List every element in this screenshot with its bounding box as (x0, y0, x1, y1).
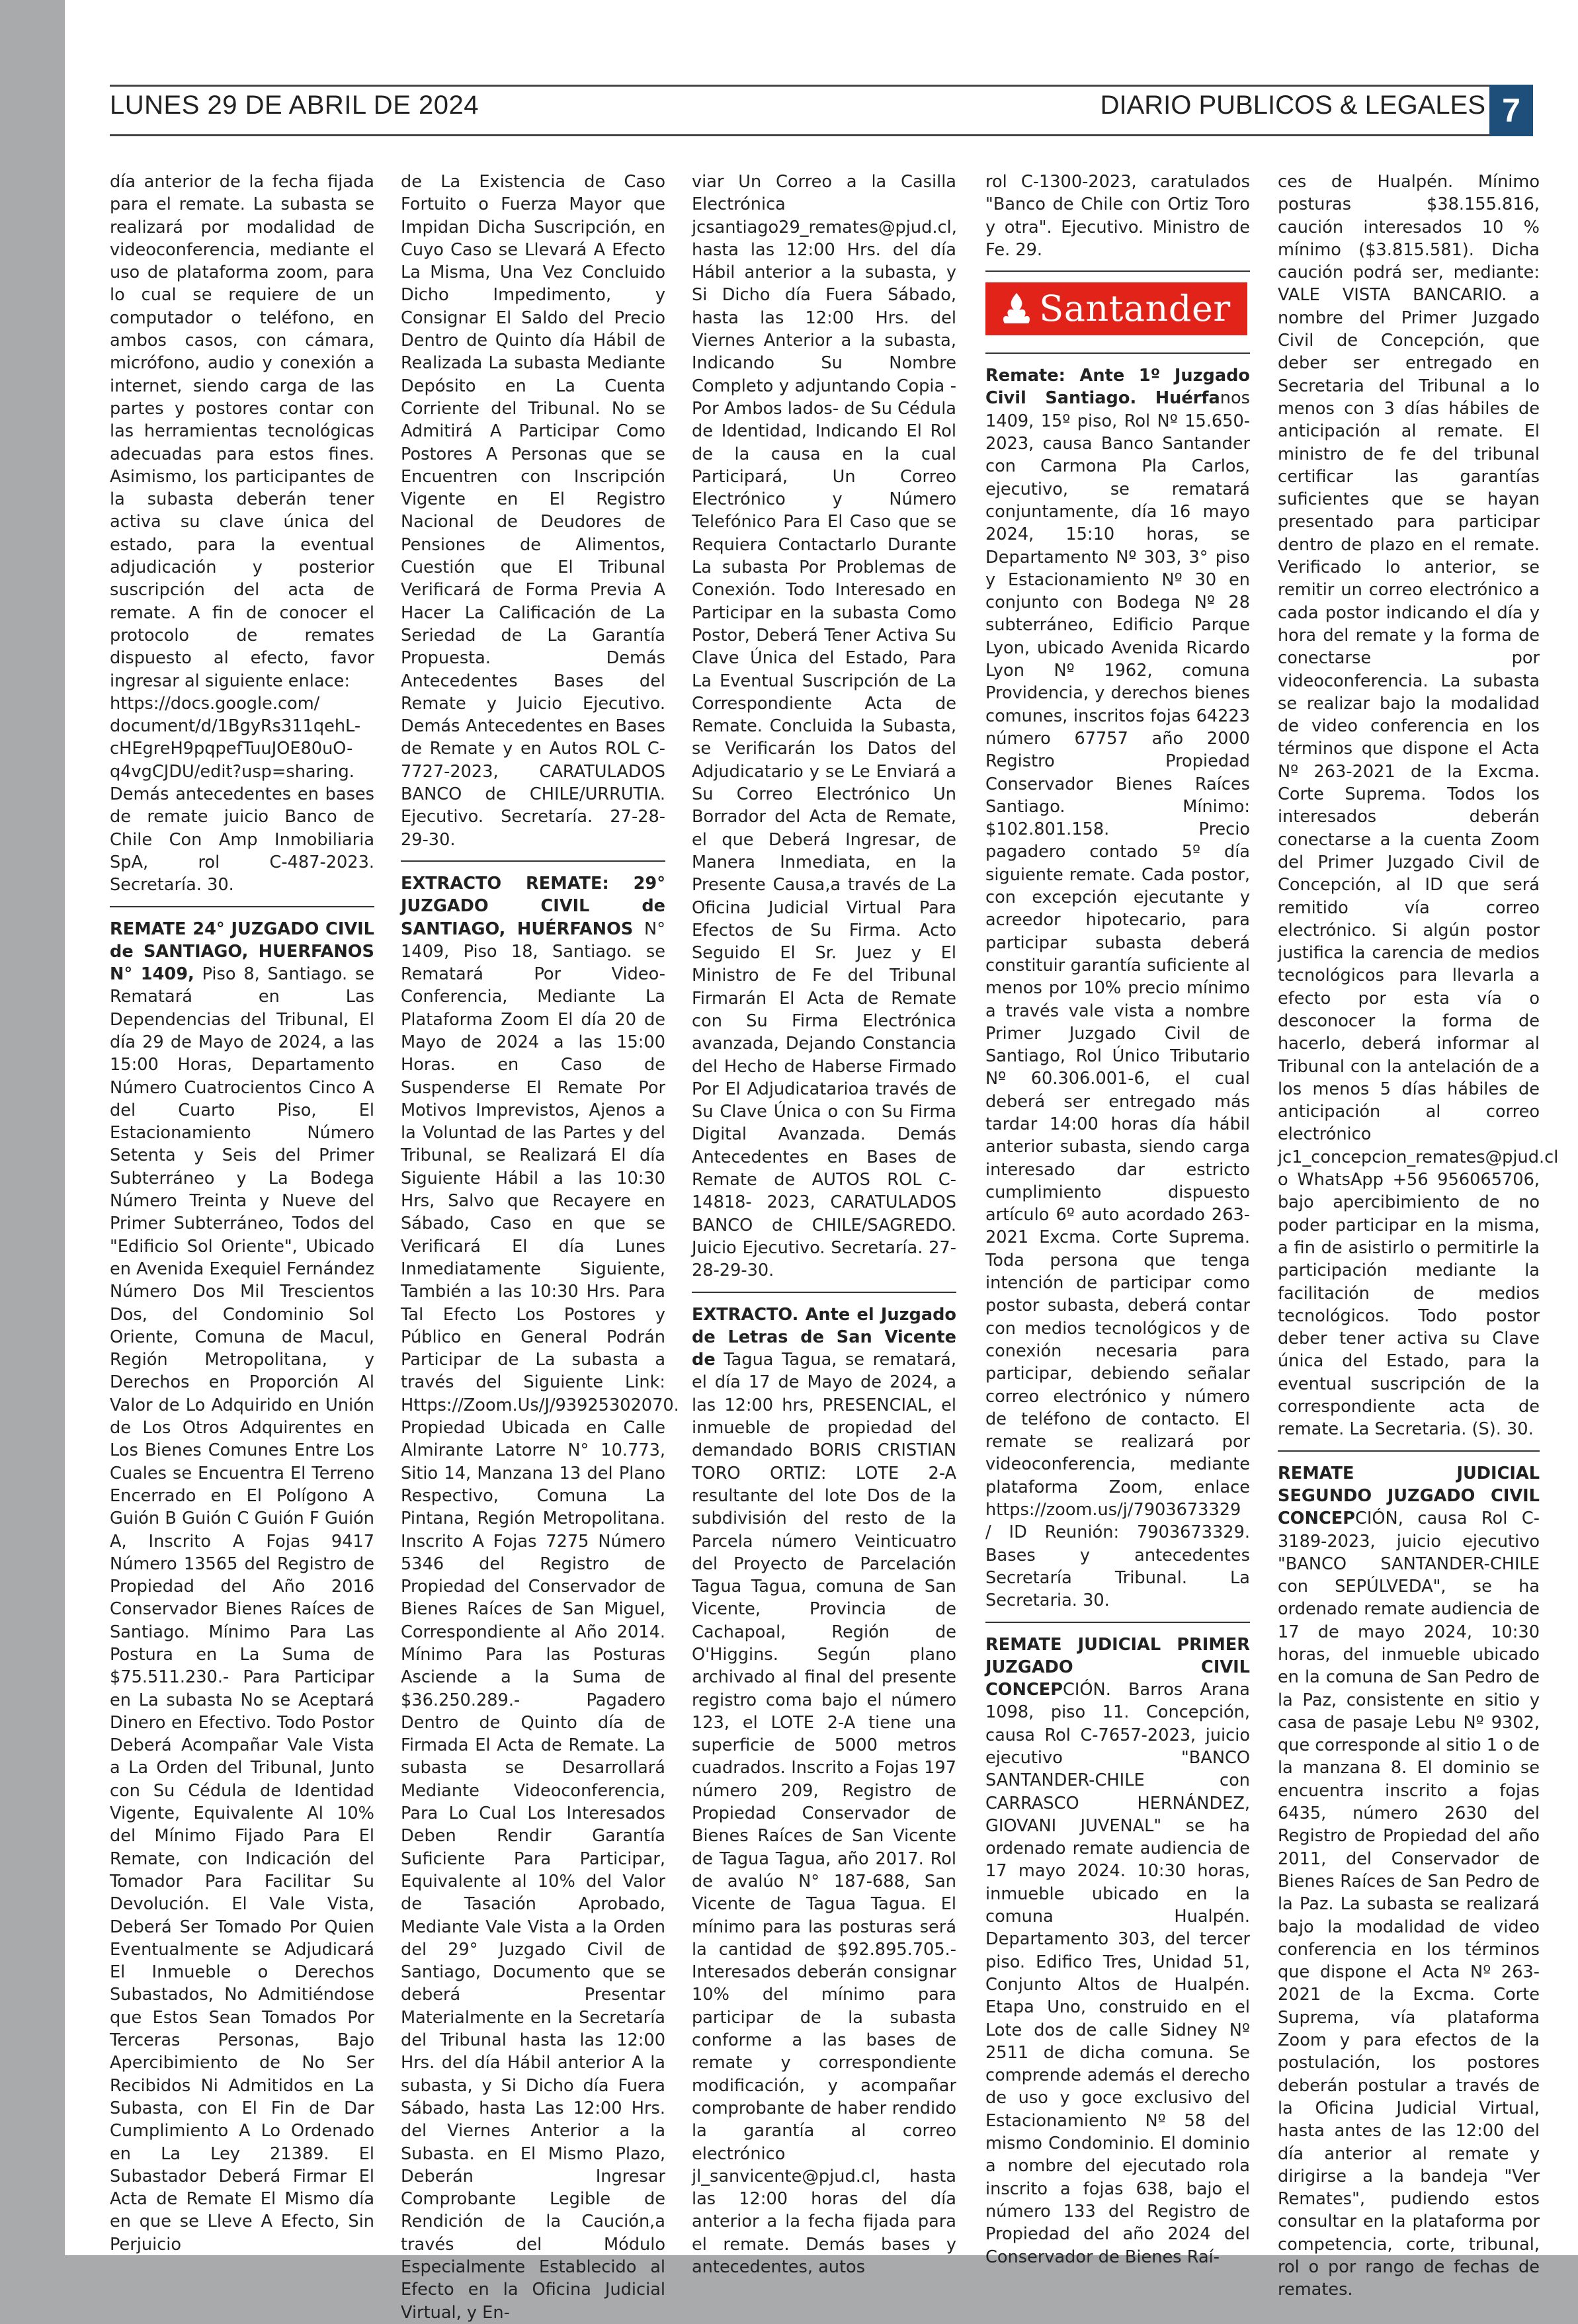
notice-heading: Remate: Ante 1º Juzgado Civil Santiago. Huérfa (985, 366, 1250, 409)
notice-divider (401, 860, 665, 862)
notice-remate-24-juzgado (110, 918, 374, 2257)
notice-divider (1278, 1450, 1540, 1452)
notice-heading: EXTRACTO. Ante el Juzgado de Letras de San Vicente de (692, 1304, 956, 1370)
notice-continuation: rol C-1300-2023, caratulados "Banco de Chile con Ortiz Toro y otra". Ejecutivo. Ministro de Fe. 29. (985, 172, 1250, 260)
santander-logo-text: Santander (1039, 288, 1231, 330)
santander-logo (985, 282, 1247, 335)
notice-continuation: viar Un Correo a la Casilla Electrónica jcsantiago29_remates@pjud.cl, hasta las 12:00 Hrs. del día Hábil anterior a la subasta, y Si Dicho día Fuera Sábado, hasta las 12:00 Hrs. del Viernes Anterior a la subasta, Indicando Su Nombre Completo y adjuntando Copia -Por Ambos lados- de Su Cédula de Identidad, Indicando El Rol de la causa en la cual Participará, Un Correo Electrónico y Número Telefónico Para El Caso que se Requiera Contactarlo Durante La subasta Por Problemas de Conexión. Todo Interesado en Participar en la subasta Como Postor, Deberá Tener Activa Su Clave Única del Estado, Para La Eventual Suscripción de La Correspondiente Acta de Remate. Concluida la Subasta, se Verificarán los Datos del Adjudicatario y se Le Enviará a Su Correo Electrónico Un Borrador del Acta de Remate, el que Deberá Ingresar, de Manera Inmediata, en la Presente Causa,a través de La Oficina Judicial Virtual Para Efectos de Su Firma. Acto Seguido El Sr. Juez y El Ministro de Fe del Tribunal Firmarán El Acta de Remate con Su Firma Electrónica avanzada, Dejando Constancia del Hecho de Haberse Firmado Por El Adjudicatarioa través de Su Clave Única o con Su Firma Digital Avanzada. Demás Antecedentes en Bases de Remate de AUTOS ROL C-14818- 2023, CARATULADOS BANCO de CHILE/SAGREDO. Juicio Ejecutivo. Secretaría. 27-28-29-30. (692, 172, 957, 1281)
flame-icon (1002, 292, 1031, 326)
notice-body: Tagua Tagua, se rematará, el día 17 de Mayo de 2024, a las 12:00 hrs, PRESENCIAL, el inmueble de propiedad del demandado BORIS CRISTIAN TORO ORTIZ: LOTE 2-A resultante del lote Dos de la subdivisión del resto de la Parcela número Veinticuatro del Proyecto de Parcelación Tagua Tagua, comuna de San Vicente, Provincia de Cachapoal, Región de O'Higgins. Según plano archivado al final del presente registro coma bajo el número 123, el LOTE 2-A tiene una superficie de 5000 metros cuadrados. Inscrito a Fojas 197 número 209, Registro de Propiedad Conservador de Bienes Raíces de San Vicente de Tagua Tagua, año 2017. Rol de avalúo N° 187-688, San Vicente de Tagua Tagua. El mínimo para las posturas será la cantidad de $92.895.705.-Interesados deberán consignar 10% del mínimo para participar de la subasta conforme a las bases de remate y correspondiente modificación, y acompañar comprobante de haber rendido la garantía al correo electrónico jl_sanvicente@pjud.cl, hasta las 12:00 horas del día anterior a la fecha fijada para el remate. Demás bases y antecedentes, autos (692, 1350, 956, 2278)
notice-continuation: día anterior de la fecha fijada para el remate. La subasta se realizará por modalidad de videoconferencia, mediante el uso de plataforma zoom, para lo cual se requiere de un computador o teléfono, en ambos casos, con cámara, micrófono, audio y conexión a internet, siendo carga de las partes y postores contar con las herramientas tecnológicas adecuadas para estos fines. Asimismo, los participantes de la subasta deberán tener activa su clave única del estado, para la eventual adjudicación y posterior suscripción del acta de remate. A fin de conocer el protocolo de remates dispuesto al efecto, favor ingresar al siguiente enlace: https://docs.google.com/ document/d/1BgyRs311qehL- cHEgreH9pqpefTuuJOE80uO- q4vgCJDU/edit?usp=sharing. Demás antecedentes en bases de remate juicio Banco de Chile Con Amp Inmobiliaria SpA, rol C-487-2023. Secretaría. 30. (110, 172, 374, 895)
column-5 (1278, 171, 1559, 2300)
column-3 (692, 171, 957, 2278)
header-date: LUNES 29 DE ABRIL DE 2024 (110, 91, 479, 120)
page-header (110, 85, 1499, 136)
notice-remate-1-juzgado-santiago (985, 364, 1250, 1612)
column-4 (985, 171, 1250, 2267)
notice-body: nos 1409, 15º piso, Rol Nº 15.650-2023, causa Banco Santander con Carmona Pla Carlos, ejecutivo, se rematará conjuntamente, día 16 mayo 2024, 15:10 horas, se Departamento Nº 303, 3° piso y Estacionamiento Nº 30 en conjunto con Bodega Nº 28 subterráneo, Edificio Parque Lyon, ubicado Avenida Ricardo Lyon Nº 1962, comuna Providencia, y derechos bienes comunes, inscritos fojas 64223 número 67757 año 2000 Registro Propiedad Conservador Bienes Raíces Santiago. Mínimo: $102.801.158. Precio pagadero contado 5º día siguiente remate. Cada postor, con excepción ejecutante y acreedor hipotecario, para participar subasta deberá constituir garantía suficiente al menos por 10% precio mínimo a través vale vista a nombre Primer Juzgado Civil de Santiago, Rol Único Tributario Nº 60.306.001-6, el cual deberá ser entregado más tardar 14:00 horas día hábil anterior subasta, siendo carga interesado dar estricto cumplimiento dispuesto artículo 6º auto acordado 263-2021 Excma. Corte Suprema. Toda persona que tenga intención de participar como postor subasta, deberá contar con medios tecnológicos y de conexión necesaria para participar, debiendo señalar correo electrónico y número de teléfono de contacto. El remate se realizará por videoconferencia, mediante plataforma Zoom, enlace https://zoom.us/j/7903673329 / ID Reunión: 7903673329. Bases y antecedentes Secretaría Tribunal. La Secretaria. 30. (985, 388, 1250, 1611)
notice-remate-primer-juzgado-concepcion (985, 1634, 1250, 2268)
notice-body: CIÓN. Barros Arana 1098, piso 11. Concepción, causa Rol C-7657-2023, juicio ejecutivo "BANCO SANTANDER-CHILE con CARRASCO HERNÁNDEZ, GIOVANI JUVENAL" se ha ordenado remate audiencia de 17 mayo 2024. 10:30 horas, inmueble ubicado en la comuna Hualpén. Departamento 303, del tercer piso. Edifico Tres, Unidad 51, Conjunto Altos de Hualpén. Etapa Uno, construido en el Lote dos de calle Sidney Nº 2511 de dicha comuna. Se comprende además el derecho de uso y goce exclusivo del Estacionamiento Nº 58 del mismo Condominio. El dominio a nombre del ejecutado rola inscrito a fojas 638, bajo el número 133 del Registro de Propiedad del año 2024 del Conservador de Bienes Raí- (985, 1680, 1250, 2267)
column-2 (401, 171, 679, 2323)
notice-body: CIÓN, causa Rol C-3189-2023, juicio ejecutivo "BANCO SANTANDER-CHILE con SEPÚLVEDA", se ha ordenado remate audiencia de 17 de mayo 2024, 10:30 horas, del inmueble ubicado en la comuna de San Pedro de la Paz, consistente en sitio y casa de pasaje Lebu Nº 9302, que corresponde al sitio 1 o de la manzana 8. El dominio se encuentra inscrito a fojas 6435, número 2630 del Registro de Propiedad del año 2011, del Conservador de Bienes Raíces de San Pedro de la Paz. La subasta se realizará bajo la modalidad de video conferencia en los términos que dispone el Acta Nº 263-2021 de la Excma. Corte Suprema, vía plataforma Zoom y para efectos de la postulación, los postores deberán postular a través de la Oficina Judicial Virtual, hasta antes de las 12:00 del día anterior al remate y dirigirse a la bandeja "Ver Remates", pudiendo estos consultar en la plataforma por competencia, corte, tribunal, rol o por rango de fechas de remates. (1278, 1509, 1540, 2300)
notice-divider (110, 906, 374, 907)
notice-divider (985, 270, 1250, 272)
notice-heading: REMATE JUDICIAL PRIMER JUZGADO CIVIL CONCEP (985, 1634, 1250, 1700)
publication-name: DIARIO PUBLICOS & LEGALES (1100, 91, 1485, 120)
notice-heading: REMATE JUDICIAL SEGUNDO JUZGADO CIVIL CONCEP (1278, 1463, 1540, 1529)
notice-heading: REMATE 24° JUZGADO CIVIL de SANTIAGO, HUERFANOS N° 1409, (110, 919, 374, 985)
notice-continuation: ces de Hualpén. Mínimo posturas $38.155.816, caución interesados 10 % mínimo ($3.815.581). Dicha caución podrá ser, mediante: VALE VISTA BANCARIO. a nombre del Primer Juzgado Civil de Concepción, que deber ser entregado en Secretaria del Tribunal a lo menos con 3 días hábiles de anticipación al remate. El ministro de fe del tribunal certificar las garantías suficientes que se hayan presentado para participar dentro de plazo en el remate. Verificado lo anterior, se remitir un correo electrónico a cada postor indicando el día y hora del remate y la forma de conectarse por videoconferencia. La subasta se realizar bajo la modalidad de video conferencia en los términos que dispone el Acta Nº 263-2021 de la Excma. Corte Suprema. Todos los interesados deberán conectarse a la cuenta Zoom del Primer Juzgado Civil de Concepción, al ID que será remitido vía correo electrónico. Si algún postor justifica la carencia de medios tecnológicos para llevarla a efecto por esta vía o desconocer la forma de hacerlo, deberá informar al Tribunal con la antelación de a los menos 5 días hábiles de anticipación al correo electrónico jc1_concepcion_remates@pjud.cl o WhatsApp +56 956065706, bajo apercibimiento de no poder participar en la misma, a fin de asistirlo o permitirle la participación mediante la facilitación de medios tecnológicos. Todo postor deber tener activa su Clave única del Estado, para la eventual suscripción de la correspondiente acta de remate. La Secretaria. (S). 30. (1278, 172, 1559, 1440)
notice-remate-segundo-juzgado-concepcion (1278, 1462, 1540, 2302)
notice-extracto-san-vicente (692, 1304, 956, 2279)
notice-continuation: de La Existencia de Caso Fortuito o Fuerza Mayor que Impidan Dicha Suscripción, en Cuyo Caso se Llevará A Efecto La Misma, Una Vez Concluido Dicho Impedimento, y Consignar El Saldo del Precio Dentro de Quinto día Hábil de Realizada La subasta Mediante Depósito en La Cuenta Corriente del Tribunal. No se Admitirá A Participar Como Postores A Personas que se Encuentren con Inscripción Vigente en El Registro Nacional de Deudores de Pensiones de Alimentos, Cuestión que El Tribunal Verificará de Forma Previa A Hacer La Calificación de La Seriedad de La Garantía Propuesta. Demás Antecedentes Bases del Remate y Juicio Ejecutivo. Demás Antecedentes en Bases de Remate y en Autos ROL C-7727-2023, CARATULADOS BANCO de CHILE/URRUTIA. Ejecutivo. Secretaría. 27-28-29-30. (401, 172, 665, 850)
notice-heading: EXTRACTO REMATE: 29° JUZGADO CIVIL de SANTIAGO, HUÉRFANOS (401, 873, 665, 939)
column-1 (110, 171, 374, 2255)
page-number-badge: 7 (1489, 85, 1533, 136)
notice-body: Piso 8, Santiago. se Rematará en Las Dependencias del Tribunal, El día 29 de Mayo de 2024, a las 15:00 Horas, Departamento Número Cuatrocientos Cinco A del Cuarto Piso, El Estacionamiento Número Setenta y Seis del Primer Subterráneo y La Bodega Número Treinta y Nueve del Primer Subterráneo, Todos del "Edificio Sol Oriente", Ubicado en Avenida Exequiel Fernández Número Dos Mil Trescientos Dos, del Condominio Sol Oriente, Comuna de Macul, Región Metropolitana, y Derechos en Proporción Al Valor de Lo Adquirido en Unión de Los Otros Adquirentes en Los Bienes Comunes Entre Los Cuales se Encuentra El Terreno Encerrado en El Polígono A Guión B Guión C Guión F Guión A, Inscrito A Fojas 9417 Número 13565 del Registro de Propiedad del Año 2016 Conservador Bienes Raíces de Santiago. Mínimo Para Las Postura en La Suma de $75.511.230.- Para Participar en La subasta No se Aceptará Dinero en Efectivo. Todo Postor Deberá Acompañar Vale Vista a La Orden del Tribunal, Junto con Su Cédula de Identidad Vigente, Equivalente Al 10% del Mínimo Fijado Para El Remate, con Indicación del Tomador Para Facilitar Su Devolución. El Vale Vista, Deberá Ser Tomado Por Quien Eventualmente se Adjudicará El Inmueble o Derechos Subastados, No Admitiéndose que Estos Sean Tomados Por Terceras Personas, Bajo Apercibimiento de No Ser Recibidos Ni Admitidos en La Subasta, con El Fin de Dar Cumplimiento A Lo Ordenado en La Ley 21389. El Subastador Deberá Firmar El Acta de Remate El Mismo día en que se Lleve A Efecto, Sin Perjuicio (110, 964, 374, 2255)
notice-divider (985, 1622, 1250, 1623)
notice-divider (985, 353, 1250, 354)
notice-extracto-29-juzgado (401, 872, 679, 2324)
notice-body: N° 1409, Piso 18, Santiago. se Rematará Por Video-Conferencia, Mediante La Plataforma Zoom El día 20 de Mayo de 2024 a las 15:00 Horas. en Caso de Suspenderse El Remate Por Motivos Imprevistos, Ajenos a la Voluntad de las Partes y del Tribunal, se Realizará El día Siguiente Hábil a las 10:30 Hrs, Salvo que Recayere en Sábado, Caso en que se Verificará El día Lunes Inmediatamente Siguiente, También a las 10:30 Hrs. Para Tal Efecto Los Postores y Público en General Podrán Participar de La subasta a través del Siguiente Link: Https://Zoom.Us/J/93925302070. Propiedad Ubicada en Calle Almirante Latorre N° 10.773, Sitio 14, Manzana 13 del Plano Respectivo, Comuna La Pintana, Región Metropolitana. Inscrito A Fojas 7275 Número 5346 del Registro de Propiedad del Conservador de Bienes Raíces de San Miguel, Correspondiente al Año 2014. Mínimo Para las Posturas Asciende a la Suma de $36.250.289.- Pagadero Dentro de Quinto día de Firmada El Acta de Remate. La subasta se Desarrollará Mediante Videoconferencia, Para Lo Cual Los Interesados Deben Rendir Garantía Suficiente Para Participar, Equivalente al 10% del Valor de Tasación Aprobado, Mediante Vale Vista a la Orden del 29° Juzgado Civil de Santiago, Documento que se deberá Presentar Materialmente en la Secretaría del Tribunal hasta las 12:00 Hrs. del día Hábil anterior A la subasta, y Si Dicho día Fuera Sábado, hasta Las 12:00 Hrs. del Viernes Anterior a la Subasta. en El Mismo Plazo, Deberán Ingresar Comprobante Legible de Rendición de la Caución,a través del Módulo Especialmente Establecido al Efecto en la Oficina Judicial Virtual, y En- (401, 919, 679, 2323)
notice-divider (692, 1292, 956, 1293)
